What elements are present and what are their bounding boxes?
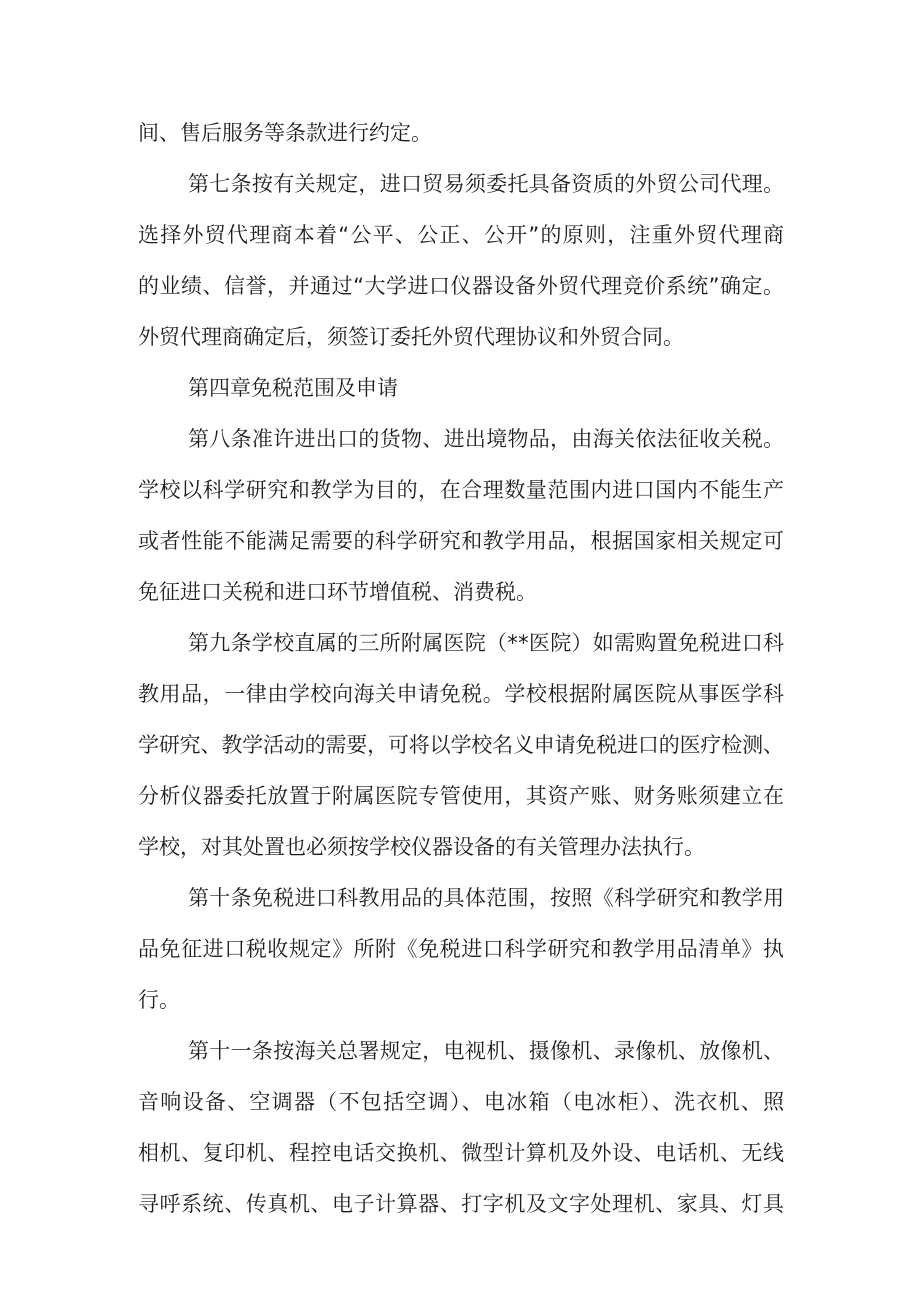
text-line-20 <box>0 1082 920 1122</box>
text-line-5 <box>0 317 920 357</box>
text-line-2 <box>0 164 920 204</box>
chapter-heading <box>0 368 920 408</box>
line-text: 学校以科学研究和教学为目的，在合理数量范围内进口国内不能生产 <box>138 478 785 502</box>
text-line-11 <box>0 623 920 663</box>
text-line-12 <box>0 674 920 714</box>
text-line-14 <box>0 776 920 816</box>
line-text: 选择外贸代理商本着“公平、公正、公开”的原则，注重外贸代理商 <box>138 223 786 247</box>
line-text: 间、售后服务等条款进行约定。 <box>138 121 432 145</box>
line-text: 外贸代理商确定后，须签订委托外贸代理协议和外贸合同。 <box>138 325 684 349</box>
line-text: 免征进口关税和进口环节增值税、消费税。 <box>138 580 537 604</box>
line-text: 音响设备、空调器（不包括空调）、电冰箱（电冰柜）、洗衣机、照 <box>138 1090 786 1114</box>
text-line-21 <box>0 1133 920 1173</box>
line-text: 或者性能不能满足需要的科学研究和教学用品，根据国家相关规定可 <box>138 529 785 553</box>
text-line-1 <box>0 113 920 153</box>
text-line-8 <box>0 470 920 510</box>
line-text: 第十条免税进口科教用品的具体范围，按照《科学研究和教学用 <box>188 886 785 910</box>
line-text: 学研究、教学活动的需要，可将以学校名义申请免税进口的医疗检测、 <box>138 733 784 757</box>
text-line-17 <box>0 929 920 969</box>
text-line-7 <box>0 419 920 459</box>
line-text: 品免征进口税收规定》所附《免税进口科学研究和教学用品清单》执 <box>138 937 785 961</box>
line-text: 教用品，一律由学校向海关申请免税。学校根据附属医院从事医学科 <box>138 682 785 706</box>
text-line-19 <box>0 1031 920 1071</box>
line-text: 相机、复印机、程控电话交换机、微型计算机及外设、电话机、无线 <box>138 1141 785 1165</box>
text-line-22 <box>0 1184 920 1224</box>
text-line-4 <box>0 266 920 306</box>
line-text: 学校，对其处置也必须按学校仪器设备的有关管理办法执行。 <box>138 835 705 859</box>
line-text: 分析仪器委托放置于附属医院专管使用，其资产账、财务账须建立在 <box>138 784 785 808</box>
line-text: 第八条准许进出口的货物、进出境物品，由海关依法征收关税。 <box>188 427 785 451</box>
line-text: 第四章免税范围及申请 <box>188 376 398 400</box>
line-text: 寻呼系统、传真机、电子计算器、打字机及文字处理机、家具、灯具 <box>138 1192 785 1216</box>
text-line-10 <box>0 572 920 612</box>
line-text: 的业绩、信誉，并通过“大学进口仪器设备外贸代理竞价系统”确定。 <box>138 274 785 298</box>
text-line-18 <box>0 980 920 1020</box>
text-line-16 <box>0 878 920 918</box>
text-line-3 <box>0 215 920 255</box>
line-text: 行。 <box>138 988 180 1012</box>
line-text: 第七条按有关规定，进口贸易须委托具备资质的外贸公司代理。 <box>188 172 785 196</box>
line-text: 第九条学校直属的三所附属医院（**医院）如需购置免税进口科 <box>188 631 785 655</box>
text-line-13 <box>0 725 920 765</box>
text-line-9 <box>0 521 920 561</box>
text-line-15 <box>0 827 920 867</box>
line-text: 第十一条按海关总署规定，电视机、摄像机、录像机、放像机、 <box>188 1039 785 1063</box>
